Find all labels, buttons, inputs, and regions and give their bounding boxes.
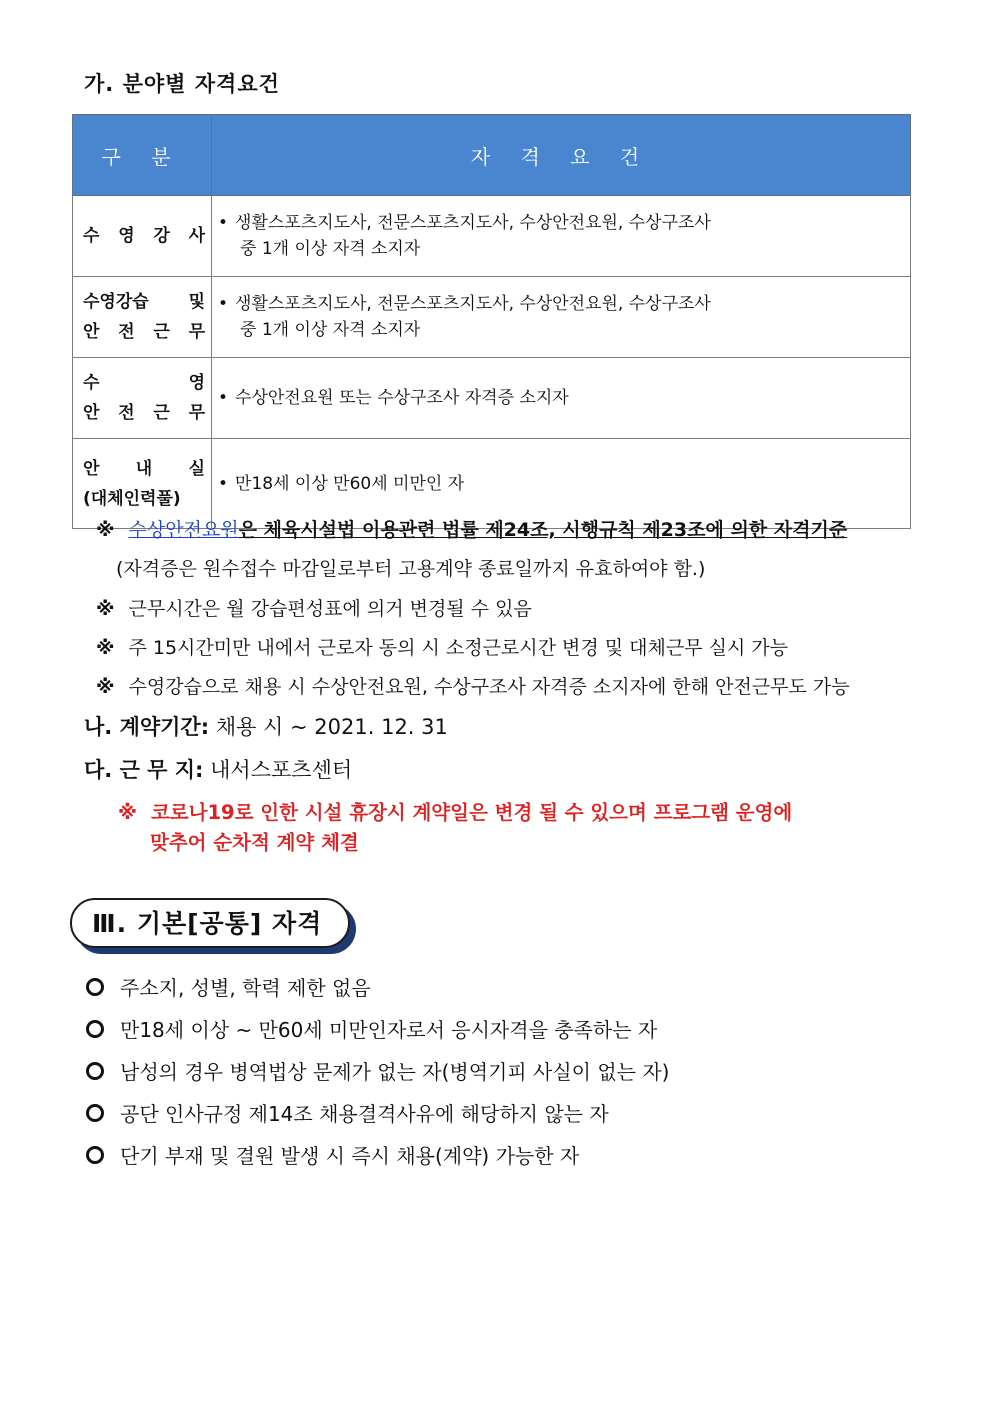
list-item-text: 남성의 경우 병역법상 문제가 없는 자(병역기피 사실이 없는 자) xyxy=(120,1060,670,1084)
requirement-line: 중 1개 이상 자격 소지자 xyxy=(240,239,421,259)
header-requirements: 자 격 요 건 xyxy=(212,115,911,196)
category-line: 안 전 근 무 xyxy=(83,322,205,342)
qualification-table xyxy=(72,114,911,529)
list-item xyxy=(86,1014,657,1043)
note-basis-text: 은 체육시설법 이용관련 법률 제24조, 시행규칙 제23조에 의한 자격기준 xyxy=(238,519,848,541)
list-item xyxy=(86,1140,579,1169)
list-item xyxy=(86,972,371,1001)
category-line: (대체인력풀) xyxy=(83,488,181,509)
contract-period xyxy=(84,711,448,741)
table-row xyxy=(73,277,911,358)
contract-period-value: 채용 시 ~ 2021. 12. 31 xyxy=(215,715,448,739)
workplace xyxy=(84,754,352,784)
circle-bullet-icon xyxy=(86,1104,104,1122)
circle-bullet-icon xyxy=(86,978,104,996)
circle-bullet-icon xyxy=(86,1062,104,1080)
covid-notice-line2: 맞추어 순차적 계약 체결 xyxy=(150,831,359,854)
note-text: 수영강습으로 채용 시 수상안전요원, 수상구조사 자격증 소지자에 한해 안전근무도 가능 xyxy=(128,676,850,698)
contract-period-label: 나. 계약기간: xyxy=(84,715,210,739)
table-row xyxy=(73,358,911,439)
note-substitute-work xyxy=(96,633,788,660)
row-category xyxy=(73,277,212,358)
category-line: 수 영 xyxy=(83,373,205,393)
requirement-line: • 만18세 이상 만60세 미만인 자 xyxy=(218,471,910,497)
table-row xyxy=(73,196,911,277)
requirement-line: • 수상안전요원 또는 수상구조사 자격증 소지자 xyxy=(218,385,910,411)
notice-text: 코로나19로 인한 시설 휴장시 계약일은 변경 될 수 있으며 프로그램 운영에 xyxy=(150,801,793,824)
note-safety-work xyxy=(96,672,850,699)
section3-title: Ⅲ. 기본[공통] 자격 xyxy=(92,909,323,938)
table-header-row xyxy=(73,115,911,196)
requirement-line: 중 1개 이상 자격 소지자 xyxy=(240,320,421,340)
list-item-text: 공단 인사규정 제14조 채용결격사유에 해당하지 않는 자 xyxy=(120,1102,609,1126)
workplace-label: 다. 근 무 지: xyxy=(84,758,204,782)
circle-bullet-icon xyxy=(86,1146,104,1164)
note-qualification-basis xyxy=(96,515,847,542)
note-work-hours xyxy=(96,594,532,621)
category-line: 안 내 실 xyxy=(83,458,205,479)
requirement-line: • 생활스포츠지도사, 전문스포츠지도사, 수상안전요원, 수상구조사 xyxy=(218,210,910,236)
header-category: 구 분 xyxy=(73,115,212,196)
row-requirement xyxy=(212,358,911,439)
list-item-text: 단기 부재 및 결원 발생 시 즉시 채용(계약) 가능한 자 xyxy=(120,1144,580,1168)
row-requirement xyxy=(212,277,911,358)
note-mark: ※ xyxy=(96,676,115,698)
category-line: 수 영 강 사 xyxy=(83,226,205,246)
row-category xyxy=(73,196,212,277)
list-item-text: 주소지, 성별, 학력 제한 없음 xyxy=(120,976,371,1000)
note-text: 주 15시간미만 내에서 근로자 동의 시 소정근로시간 변경 및 대체근무 실시 가능 xyxy=(128,637,789,659)
list-item-text: 만18세 이상 ~ 만60세 미만인자로서 응시자격을 충족하는 자 xyxy=(120,1018,658,1042)
category-line: 안 전 근 무 xyxy=(83,403,205,423)
circle-bullet-icon xyxy=(86,1020,104,1038)
category-line: 수영강습 및 xyxy=(83,292,205,312)
row-requirement xyxy=(212,196,911,277)
notice-mark: ※ xyxy=(118,801,137,824)
note-mark: ※ xyxy=(96,519,115,541)
note-mark: ※ xyxy=(96,598,115,620)
lifeguard-link-text: 수상안전요원 xyxy=(128,519,239,541)
row-category xyxy=(73,358,212,439)
list-item xyxy=(86,1098,609,1127)
covid-notice-line1 xyxy=(118,797,792,825)
note-text: 근무시간은 월 강습편성표에 의거 변경될 수 있음 xyxy=(128,598,532,620)
list-item xyxy=(86,1056,669,1085)
requirement-line: • 생활스포츠지도사, 전문스포츠지도사, 수상안전요원, 수상구조사 xyxy=(218,291,910,317)
workplace-value: 내서스포츠센터 xyxy=(210,758,353,782)
note-validity: (자격증은 원수접수 마감일로부터 고용계약 종료일까지 유효하여야 함.) xyxy=(116,558,706,580)
section-ga-title: 가. 분야별 자격요건 xyxy=(84,72,280,96)
note-mark: ※ xyxy=(96,637,115,659)
